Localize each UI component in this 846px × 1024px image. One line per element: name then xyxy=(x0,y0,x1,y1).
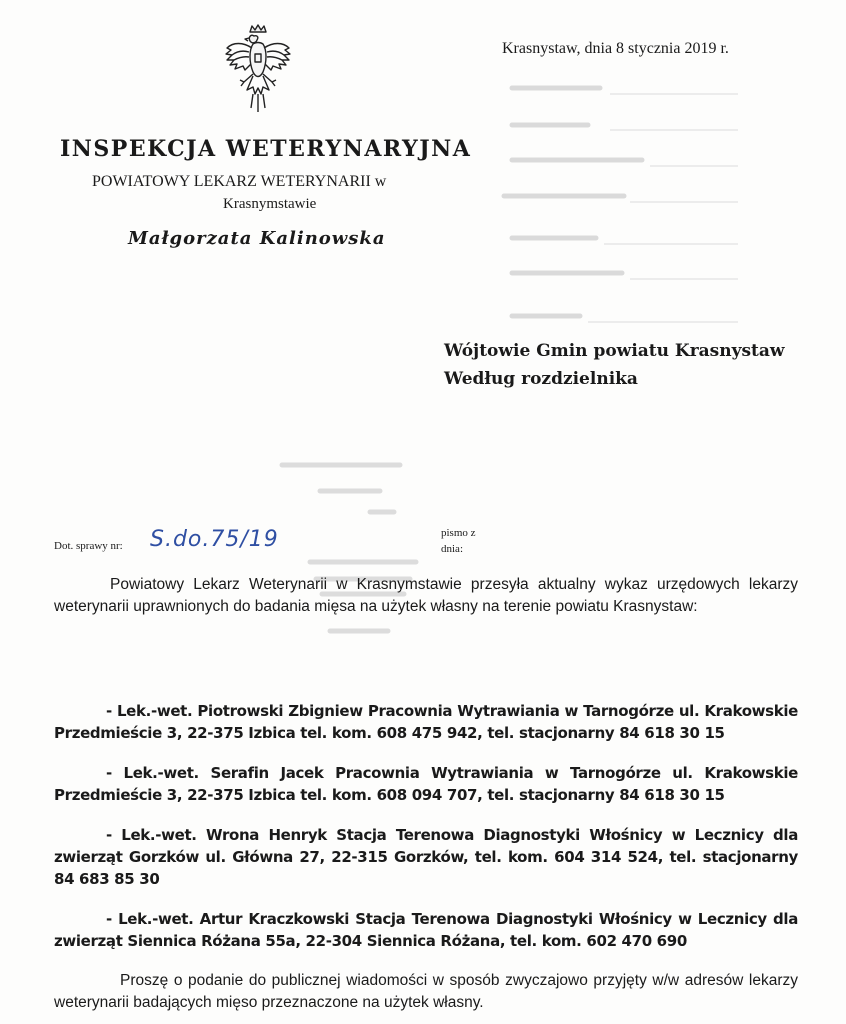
recipient-line: Wójtowie Gmin powiatu Krasnystaw xyxy=(444,341,785,361)
bleed-through-lines xyxy=(500,78,750,328)
vet-entry: - Lek.-wet. Piotrowski Zbigniew Pracownia Wytrawiania w Tarnogórze ul. Krakowskie Przedmieście 3, 22-375 Izbica tel. kom. 608 475 942, tel. stacjonarny 84 618 30 15 xyxy=(54,702,798,742)
vet-entry: - Lek.-wet. Artur Kraczkowski Stacja Terenowa Diagnostyki Włośnicy w Lecznicy dla zwierząt Siennica Różana 55a, 22-304 Siennica Różana, tel. kom. 602 470 690 xyxy=(54,910,798,950)
officer-title: POWIATOWY LEKARZ WETERYNARII w xyxy=(92,173,387,190)
case-number-handwritten: S.do.75/19 xyxy=(150,527,279,552)
officer-name: Małgorzata Kalinowska xyxy=(128,228,386,249)
letter-date-label xyxy=(441,525,476,557)
letter-label-line1: pismo z xyxy=(441,527,476,539)
intro-paragraph: Powiatowy Lekarz Weterynarii w Krasnymstawie przesyła aktualny wykaz urzędowych lekarzy weterynarii uprawnionych do badania mięsa na użytek własny na terenie powiatu Krasnystaw: xyxy=(54,576,798,615)
letter-label-line2: dnia: xyxy=(441,543,463,555)
officer-city: Krasnymstawie xyxy=(223,196,317,212)
bleed-through-block xyxy=(270,455,470,655)
place-date: Krasnystaw, dnia 8 stycznia 2019 r. xyxy=(502,40,729,57)
closing-paragraph: Proszę o podanie do publicznej wiadomości w sposób zwyczajowo przyjęty w/w adresów lekarzy weterynarii badających mięso przeznaczone na użytek własny. xyxy=(54,972,798,1011)
vet-entry: - Lek.-wet. Wrona Henryk Stacja Terenowa Diagnostyki Włośnicy w Lecznicy dla zwierząt Gorzków ul. Główna 27, 22-315 Gorzków, tel. kom. 604 314 524, tel. stacjonarny 84 683 85 30 xyxy=(54,826,798,888)
institution-name: INSPEKCJA WETERYNARYJNA xyxy=(60,136,472,162)
recipient-subline: Według rozdzielnika xyxy=(444,369,638,389)
case-number-label: Dot. sprawy nr: xyxy=(54,540,123,552)
polish-eagle-icon xyxy=(223,24,293,128)
vet-entry: - Lek.-wet. Serafin Jacek Pracownia Wytrawiania w Tarnogórze ul. Krakowskie Przedmieście 3, 22-375 Izbica tel. kom. 608 094 707, tel. stacjonarny 84 618 30 15 xyxy=(54,764,798,804)
